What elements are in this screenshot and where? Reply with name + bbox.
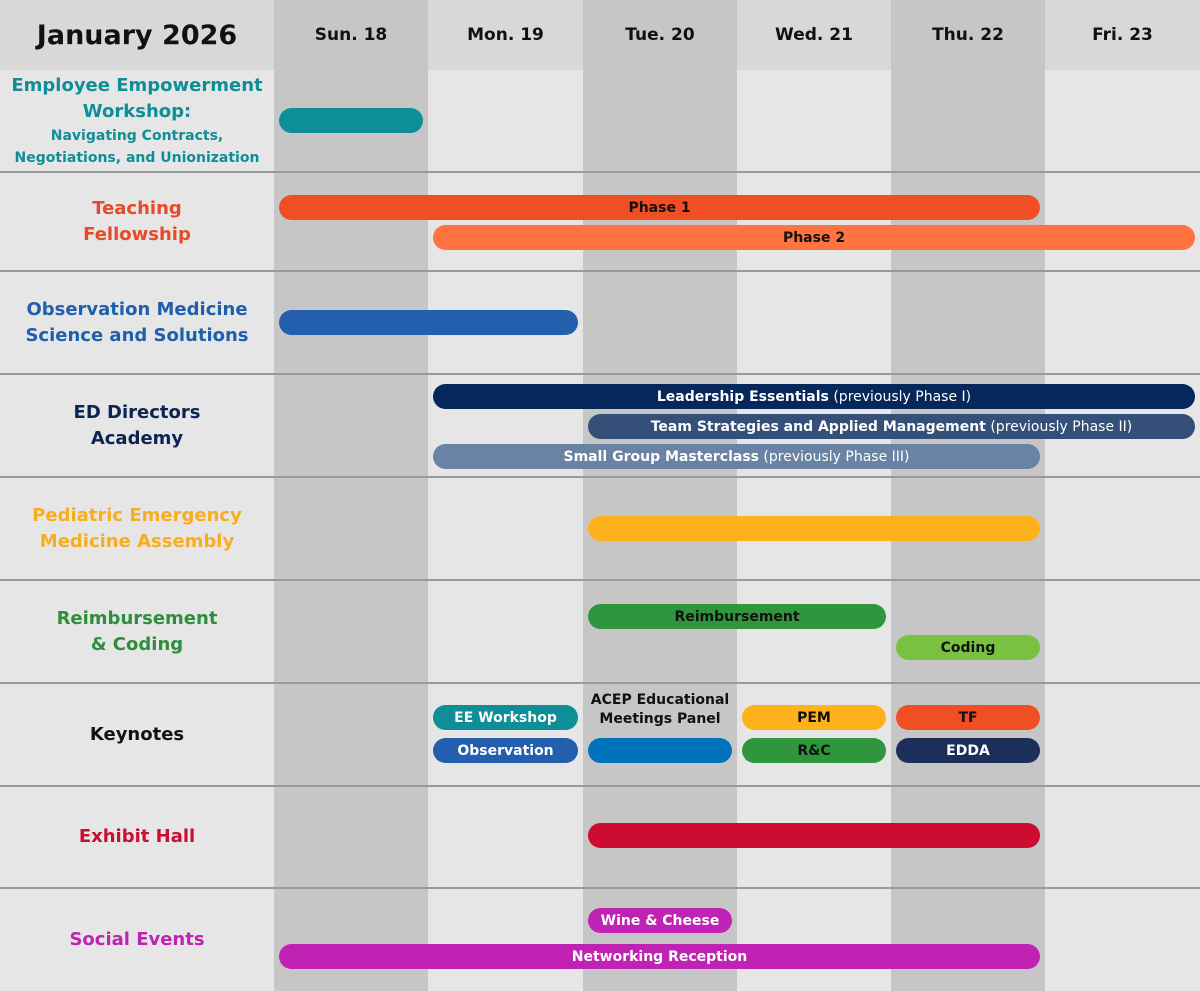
track-title: Observation Medicine [26, 298, 248, 320]
track-title: ED Directors [73, 401, 201, 423]
event-bar[interactable] [742, 705, 886, 730]
event-bar[interactable] [742, 738, 886, 763]
panel-label: ACEP Educational Meetings Panel [590, 692, 730, 727]
event-bar[interactable] [279, 195, 1040, 220]
track-title: Keynotes [89, 723, 185, 745]
event-label: EE Workshop [454, 709, 557, 726]
event-bar[interactable] [588, 516, 1040, 541]
track-subtitle: Negotiations, and Unionization [14, 150, 260, 166]
track-label [0, 580, 274, 683]
track-title: Science and Solutions [25, 324, 249, 346]
track-title: & Coding [90, 633, 184, 655]
track-label [0, 683, 274, 786]
event-label: R&C [797, 742, 831, 759]
event-bar[interactable] [896, 635, 1040, 660]
track-subtitle: Navigating Contracts, [50, 128, 224, 144]
event-label: Observation [457, 742, 554, 759]
event-bar[interactable] [433, 225, 1195, 250]
day-header: Fri. 23 [1092, 25, 1153, 45]
event-bar[interactable] [433, 705, 578, 730]
track-label [0, 172, 274, 271]
event-label: Team Strategies and Applied Management [650, 418, 986, 435]
event-label-note: (previously Phase I) [828, 388, 972, 405]
event-bar[interactable] [279, 310, 578, 335]
track-label [0, 477, 274, 580]
track-title: Reimbursement [56, 607, 218, 629]
track-title: Exhibit Hall [78, 826, 196, 847]
track-title: Employee Empowerment [11, 75, 263, 96]
day-column-bg [1045, 0, 1200, 991]
track-title: Pediatric Emergency [32, 504, 242, 526]
track-title: Medicine Assembly [39, 530, 235, 552]
event-label: Wine & Cheese [600, 912, 720, 929]
track-title: Teaching [92, 197, 182, 219]
event-bar[interactable] [588, 414, 1195, 439]
event-label: Reimbursement [674, 608, 800, 625]
event-bar[interactable] [588, 823, 1040, 848]
event-label: Phase 1 [628, 199, 691, 216]
day-header: Sun. 18 [314, 25, 388, 45]
day-header: Wed. 21 [775, 25, 853, 45]
track-label [0, 888, 274, 991]
track-label [0, 271, 274, 374]
event-label: Phase 2 [782, 229, 846, 246]
day-column-bg [274, 0, 428, 991]
event-label: Leadership Essentials [656, 388, 829, 405]
event-bar[interactable] [588, 604, 886, 629]
event-bar[interactable] [896, 705, 1040, 730]
day-column-bg [428, 0, 583, 991]
track-title: Academy [90, 427, 184, 449]
track-label [0, 786, 274, 888]
event-bar[interactable] [433, 444, 1040, 469]
event-bar[interactable] [433, 738, 578, 763]
track-title: Social Events [69, 928, 205, 950]
event-label: Networking Reception [571, 948, 748, 965]
event-label: Small Group Masterclass [563, 448, 759, 465]
day-header: Mon. 19 [467, 25, 544, 45]
event-bar[interactable] [588, 738, 732, 763]
event-bar[interactable] [279, 944, 1040, 969]
event-bar[interactable] [279, 108, 423, 133]
event-label: PEM [797, 709, 831, 726]
event-label: EDDA [946, 742, 990, 759]
event-bar[interactable] [896, 738, 1040, 763]
event-label-note: (previously Phase II) [985, 418, 1133, 435]
event-bar[interactable] [433, 384, 1195, 409]
event-label-note: (previously Phase III) [758, 448, 910, 465]
event-label: TF [958, 709, 978, 726]
event-label: Coding [940, 639, 996, 656]
track-label [0, 374, 274, 477]
event-bar[interactable] [588, 908, 732, 933]
track-title: Fellowship [83, 223, 191, 245]
day-header: Tue. 20 [625, 25, 695, 45]
track-label [0, 70, 274, 172]
track-title: Workshop: [82, 101, 192, 122]
month-title: January 2026 [36, 19, 238, 51]
day-header: Thu. 22 [932, 25, 1004, 45]
